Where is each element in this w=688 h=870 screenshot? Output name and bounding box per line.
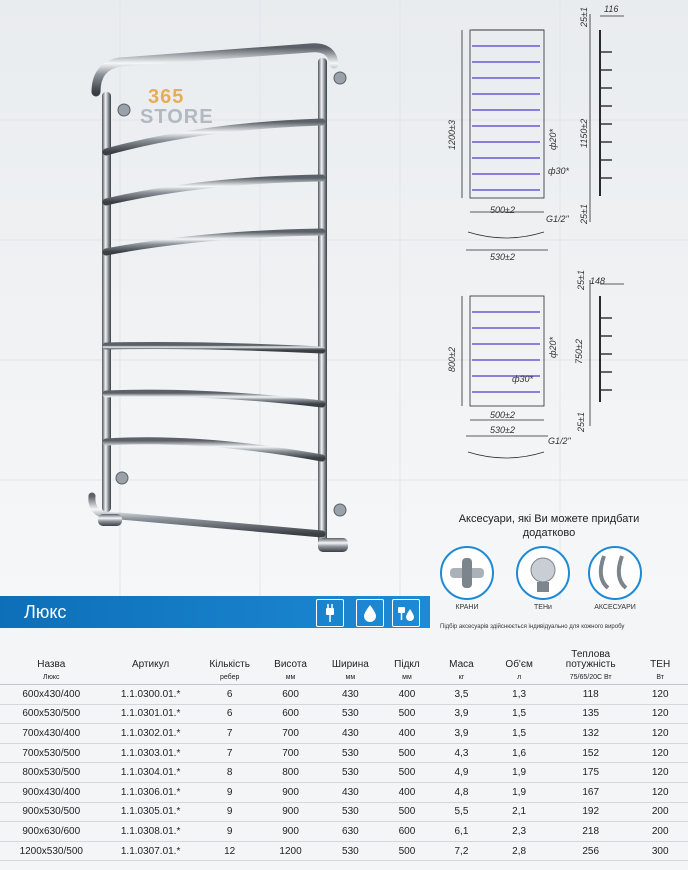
- cell-ribs: 9: [199, 782, 261, 802]
- cell-width: 530: [320, 841, 380, 861]
- cell-article: 1.1.0306.01.*: [103, 782, 199, 802]
- cell-mass: 3,9: [434, 724, 490, 744]
- cell-width: 630: [320, 822, 380, 842]
- unit-ribs: ребер: [199, 670, 261, 685]
- unit-heater: Вт: [632, 670, 688, 685]
- dim-height: 1200±3: [447, 120, 457, 150]
- cell-article: 1.1.0303.01.*: [103, 743, 199, 763]
- cell-heater: 200: [632, 822, 688, 842]
- cell-volume: 1,9: [489, 763, 549, 783]
- dim-outer-width-2: 530±2: [490, 425, 515, 435]
- watermark-number: 365: [148, 86, 185, 108]
- dim-bottom-gap-2: 25±1: [576, 412, 586, 432]
- cell-mass: 5,5: [434, 802, 490, 822]
- cell-height: 800: [261, 763, 321, 783]
- dim-height-2: 800±2: [447, 347, 457, 372]
- cell-width: 530: [320, 743, 380, 763]
- table-row: [0, 822, 688, 842]
- dim-inner-width-2: 500±2: [490, 410, 515, 420]
- cell-heater: 120: [632, 763, 688, 783]
- table-row: [0, 763, 688, 783]
- cell-name: 700x430/400: [0, 724, 103, 744]
- cell-connection: 400: [380, 724, 433, 744]
- cell-volume: 1,6: [489, 743, 549, 763]
- cell-width: 530: [320, 802, 380, 822]
- cell-volume: 2,1: [489, 802, 549, 822]
- cell-heater: 120: [632, 782, 688, 802]
- cell-connection: 600: [380, 822, 433, 842]
- col-volume: Об'єм: [505, 659, 533, 670]
- cell-connection: 500: [380, 763, 433, 783]
- cell-name: 900x530/500: [0, 802, 103, 822]
- cell-power: 175: [549, 763, 632, 783]
- col-height: Висота: [274, 659, 307, 670]
- electric-plug-icon: [316, 599, 344, 627]
- table-row: [0, 724, 688, 744]
- cell-article: 1.1.0302.01.*: [103, 724, 199, 744]
- dim-axis-height-2: 750±2: [574, 339, 584, 364]
- cell-volume: 1,5: [489, 724, 549, 744]
- dim-diam-pipe-2: ф30*: [512, 374, 534, 384]
- cell-connection: 500: [380, 743, 433, 763]
- unit-width: мм: [320, 670, 380, 685]
- hooks-image: [588, 546, 642, 600]
- cell-height: 600: [261, 685, 321, 705]
- dim-thread-2: G1/2": [548, 436, 571, 446]
- spec-table-body: [0, 685, 688, 861]
- dim-depth-2: 148: [590, 276, 606, 286]
- cell-name: 1200x530/500: [0, 841, 103, 861]
- cell-height: 1200: [261, 841, 321, 861]
- cell-mass: 6,1: [434, 822, 490, 842]
- cell-ribs: 6: [199, 704, 261, 724]
- cell-article: 1.1.0307.01.*: [103, 841, 199, 861]
- cell-article: 1.1.0305.01.*: [103, 802, 199, 822]
- dim-depth: 116: [604, 4, 619, 14]
- table-row: [0, 704, 688, 724]
- cell-volume: 1,5: [489, 704, 549, 724]
- cell-height: 600: [261, 704, 321, 724]
- cell-height: 900: [261, 802, 321, 822]
- cell-volume: 2,3: [489, 822, 549, 842]
- cell-width: 430: [320, 782, 380, 802]
- cell-mass: 4,3: [434, 743, 490, 763]
- cell-name: 700x530/500: [0, 743, 103, 763]
- cell-heater: 120: [632, 685, 688, 705]
- dim-top-gap: 25±1: [579, 7, 589, 27]
- col-power: Теплова потужність: [565, 649, 616, 670]
- table-row: [0, 802, 688, 822]
- cell-height: 900: [261, 782, 321, 802]
- cell-connection: 400: [380, 685, 433, 705]
- cell-name: 600x430/400: [0, 685, 103, 705]
- col-name: Назва: [37, 659, 66, 670]
- cell-name: 600x530/500: [0, 704, 103, 724]
- col-heater: ТЕН: [650, 659, 671, 670]
- cell-ribs: 7: [199, 724, 261, 744]
- table-row: [0, 782, 688, 802]
- model-title: Люкс: [24, 602, 67, 622]
- cell-mass: 3,5: [434, 685, 490, 705]
- cell-mass: 4,9: [434, 763, 490, 783]
- cell-heater: 120: [632, 724, 688, 744]
- watermark-word: STORE: [140, 106, 214, 128]
- accessory-label-valves: КРАНИ: [455, 604, 479, 611]
- cell-height: 900: [261, 822, 321, 842]
- dim-diam-bar: ф20*: [548, 128, 558, 150]
- cell-article: 1.1.0300.01.*: [103, 685, 199, 705]
- unit-mass: кг: [434, 670, 490, 685]
- dim-outer-width: 530±2: [490, 252, 515, 262]
- cell-name: 900x430/400: [0, 782, 103, 802]
- model-banner: [0, 596, 430, 628]
- unit-height: мм: [261, 670, 321, 685]
- cell-power: 118: [549, 685, 632, 705]
- unit-power: 75/65/20С Вт: [549, 670, 632, 685]
- cell-volume: 1,9: [489, 782, 549, 802]
- cell-mass: 4,8: [434, 782, 490, 802]
- cell-power: 135: [549, 704, 632, 724]
- table-units-row: [0, 670, 688, 685]
- cell-article: 1.1.0308.01.*: [103, 822, 199, 842]
- table-row: [0, 685, 688, 705]
- unit-volume: л: [489, 670, 549, 685]
- table-row: [0, 743, 688, 763]
- cell-mass: 3,9: [434, 704, 490, 724]
- dim-axis-height: 1150±2: [579, 118, 589, 148]
- table-header-row: [0, 650, 688, 670]
- col-connection: Підкл: [394, 659, 420, 670]
- dim-inner-width: 500±2: [490, 205, 515, 215]
- cell-width: 530: [320, 763, 380, 783]
- col-mass: Маса: [449, 659, 474, 670]
- cell-ribs: 8: [199, 763, 261, 783]
- cell-width: 430: [320, 685, 380, 705]
- cell-article: 1.1.0301.01.*: [103, 704, 199, 724]
- col-article: Артикул: [131, 659, 170, 670]
- dim-thread: G1/2": [546, 214, 569, 224]
- cell-connection: 500: [380, 704, 433, 724]
- cell-volume: 2,8: [489, 841, 549, 861]
- cell-volume: 1,3: [489, 685, 549, 705]
- accessory-label-accessories: АКСЕСУАРИ: [594, 604, 636, 611]
- dim-diam-bar-2: ф20*: [548, 336, 558, 358]
- unit-connection: мм: [380, 670, 433, 685]
- cell-ribs: 12: [199, 841, 261, 861]
- cell-heater: 120: [632, 743, 688, 763]
- cell-article: 1.1.0304.01.*: [103, 763, 199, 783]
- cell-ribs: 6: [199, 685, 261, 705]
- combined-plug-drop-icon: [392, 599, 420, 627]
- cell-heater: 300: [632, 841, 688, 861]
- accessories-note: Підбір аксесуарів здійснюється індивідуально для кожного виробу: [440, 624, 625, 630]
- cell-heater: 120: [632, 704, 688, 724]
- cell-height: 700: [261, 743, 321, 763]
- heating-element-image: [516, 546, 570, 600]
- table-row: [0, 841, 688, 861]
- cell-power: 132: [549, 724, 632, 744]
- cell-heater: 200: [632, 802, 688, 822]
- cell-width: 530: [320, 704, 380, 724]
- dim-bottom-gap: 25±1: [579, 204, 589, 224]
- cell-name: 800x530/500: [0, 763, 103, 783]
- cell-power: 218: [549, 822, 632, 842]
- cell-connection: 500: [380, 802, 433, 822]
- cell-connection: 500: [380, 841, 433, 861]
- cell-connection: 400: [380, 782, 433, 802]
- cell-power: 192: [549, 802, 632, 822]
- store-watermark: [140, 86, 250, 136]
- col-ribs: Кількість: [209, 659, 250, 670]
- cell-mass: 7,2: [434, 841, 490, 861]
- unit-name: Люкс: [0, 670, 103, 685]
- cell-height: 700: [261, 724, 321, 744]
- dim-diam-pipe: ф30*: [548, 166, 570, 176]
- valves-image: [440, 546, 494, 600]
- accessories-title: Аксесуари, які Ви можете придбати додатково: [458, 513, 640, 539]
- cell-ribs: 9: [199, 802, 261, 822]
- cell-power: 167: [549, 782, 632, 802]
- cell-power: 152: [549, 743, 632, 763]
- accessory-label-heaters: ТЕНи: [534, 604, 552, 611]
- cell-ribs: 7: [199, 743, 261, 763]
- cell-name: 900x630/600: [0, 822, 103, 842]
- cell-width: 430: [320, 724, 380, 744]
- dim-top-gap-2: 25±1: [576, 270, 586, 290]
- cell-power: 256: [549, 841, 632, 861]
- unit-article: [103, 670, 199, 685]
- cell-ribs: 9: [199, 822, 261, 842]
- spec-table: [0, 650, 688, 861]
- water-drop-icon: [356, 599, 384, 627]
- col-width: Ширина: [331, 659, 369, 670]
